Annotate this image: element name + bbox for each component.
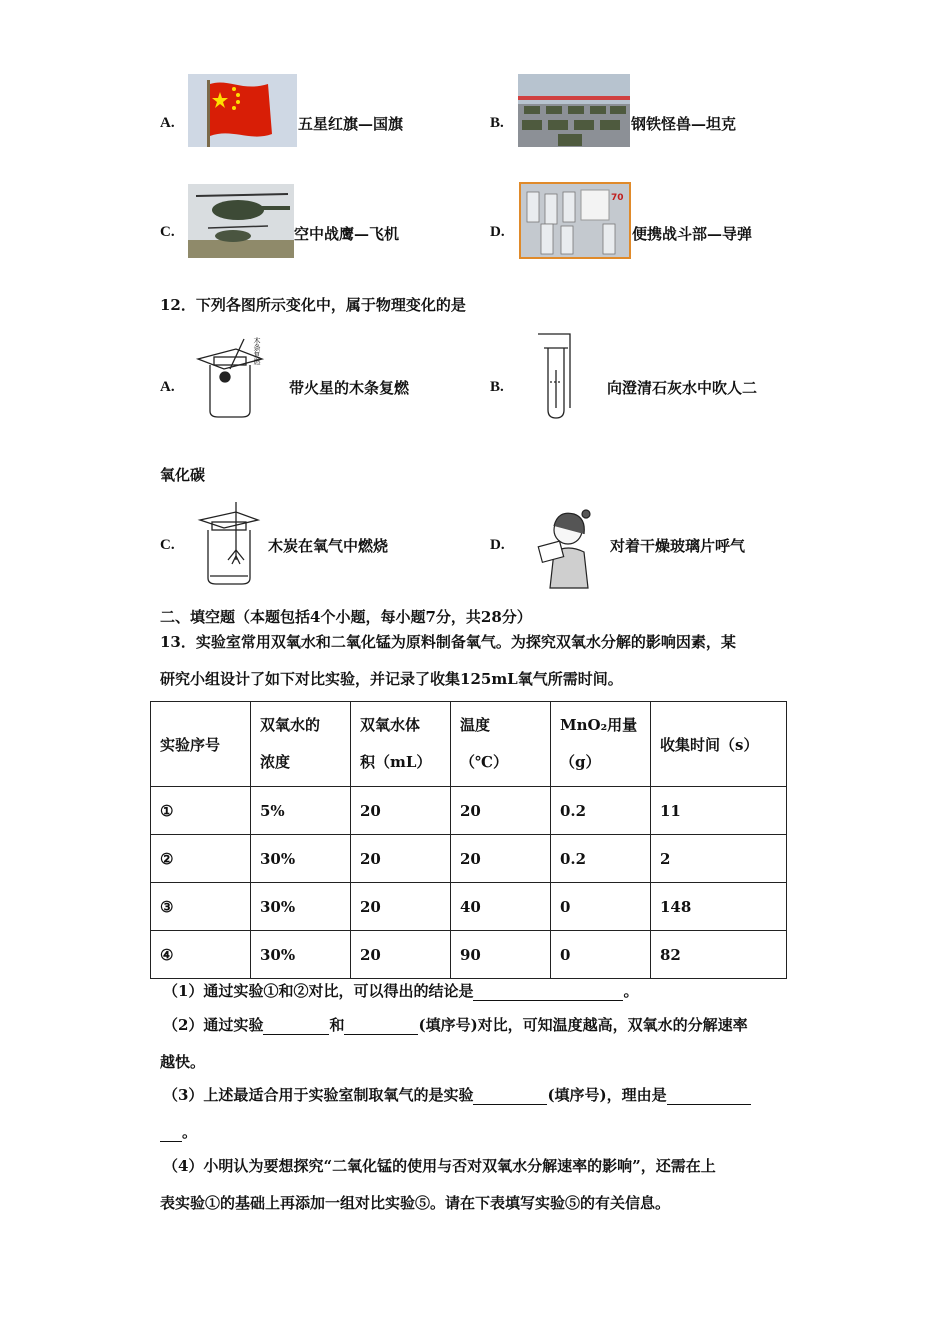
table-cell: ②: [151, 835, 251, 883]
sub-question-4-line2: 表实验①的基础上再添加一组对比实验⑤。请在下表填写实验⑤的有关信息。: [160, 1194, 671, 1212]
table-cell: 0: [551, 931, 651, 979]
option-text-b: 钢铁怪兽—坦克: [631, 115, 737, 133]
helicopter-photo: [188, 184, 294, 258]
flag-photo: [188, 74, 297, 147]
table-cell: 30%: [251, 883, 351, 931]
option-letter-a: A.: [160, 115, 175, 131]
table-cell: 20: [351, 835, 451, 883]
sub-question-4-line1: （4）小明认为要想探究“二氧化锰的使用与否对双氧水分解速率的影响”，还需在上: [163, 1157, 716, 1175]
answer-blank[interactable]: [473, 984, 623, 1001]
sub-question-2: （2）通过实验 和 (填序号)对比，可知温度越高，双氧水的分解速率: [163, 1016, 748, 1034]
tank-parade-photo: [518, 74, 630, 147]
table-cell: 30%: [251, 931, 351, 979]
option-letter-12d: D.: [490, 537, 505, 553]
table-cell: 40: [451, 883, 551, 931]
missile-parade-photo: [519, 182, 631, 259]
option-text-12b-continued: 氧化碳: [160, 466, 206, 484]
table-row: [151, 931, 787, 979]
table-cell: ③: [151, 883, 251, 931]
table-cell: 82: [651, 931, 787, 979]
option-letter-12b: B.: [490, 379, 504, 395]
table-cell: 30%: [251, 835, 351, 883]
option-letter-b: B.: [490, 115, 504, 131]
table-cell: 0: [551, 883, 651, 931]
header-cell: 温度 （℃）: [451, 702, 551, 787]
table-cell: 20: [351, 883, 451, 931]
table-row: [151, 835, 787, 883]
option-text-12a: 带火星的木条复燃: [289, 379, 410, 397]
option-letter-c: C.: [160, 224, 175, 240]
table-row: [151, 787, 787, 835]
sub-question-3: （3）上述最适合用于实验室制取氧气的是实验 (填序号)，理由是: [163, 1085, 751, 1105]
table-cell: 20: [351, 787, 451, 835]
girl-breathing-on-glass: [528, 504, 600, 590]
option-letter-d: D.: [490, 224, 505, 240]
table-header-row: [151, 702, 787, 787]
test-tube-diagram: [534, 330, 584, 422]
table-cell: 90: [451, 931, 551, 979]
stick-label: 木条复燃: [253, 337, 261, 365]
header-cell: 双氧水的 浓度: [251, 702, 351, 787]
answer-blank[interactable]: [344, 1018, 418, 1035]
option-text-d: 便携战斗部—导弹: [632, 225, 753, 243]
svg-text:70: 70: [611, 193, 624, 203]
table-cell: 20: [351, 931, 451, 979]
answer-blank[interactable]: [160, 1125, 182, 1142]
table-cell: ①: [151, 787, 251, 835]
question-12-stem: 12．下列各图所示变化中，属于物理变化的是: [160, 296, 466, 314]
option-text-12b: 向澄清石灰水中吹人二: [607, 379, 758, 397]
table-cell: 0.2: [551, 787, 651, 835]
sub-question-1: （1）通过实验①和②对比，可以得出的结论是 。: [163, 982, 639, 1000]
table-cell: 2: [651, 835, 787, 883]
answer-blank[interactable]: [667, 1088, 751, 1105]
answer-blank[interactable]: [473, 1088, 547, 1105]
table-cell: 11: [651, 787, 787, 835]
header-cell: 实验序号: [151, 702, 251, 787]
question-13-stem-line1: 13．实验室常用双氧水和二氧化锰为原料制备氧气。为探究双氧水分解的影响因素，某: [160, 633, 736, 651]
table-cell: ④: [151, 931, 251, 979]
option-text-c: 空中战鹰—飞机: [294, 225, 400, 243]
section-heading: 二、填空题（本题包括4个小题，每小题7分，共28分）: [160, 608, 532, 626]
sub-question-3-continued: 。: [160, 1122, 197, 1142]
answer-blank[interactable]: [263, 1018, 329, 1035]
table-cell: 5%: [251, 787, 351, 835]
header-cell: 收集时间（s）: [651, 702, 787, 787]
table-cell: 148: [651, 883, 787, 931]
question-13-stem-line2: 研究小组设计了如下对比实验，并记录了收集125mL氧气所需时间。: [160, 670, 623, 688]
option-text-a: 五星红旗—国旗: [298, 115, 404, 133]
burning-charcoal-jar-diagram: [196, 500, 266, 588]
header-cell: 双氧水体 积（mL）: [351, 702, 451, 787]
sub-question-2-continued: 越快。: [160, 1053, 206, 1071]
table-cell: 0.2: [551, 835, 651, 883]
experiment-table: [150, 701, 787, 979]
table-row: [151, 883, 787, 931]
jar-with-stick-diagram: [192, 335, 267, 420]
table-cell: 20: [451, 787, 551, 835]
table-cell: 20: [451, 835, 551, 883]
option-letter-12c: C.: [160, 537, 175, 553]
option-text-12d: 对着干燥玻璃片呼气: [610, 537, 746, 555]
option-text-12c: 木炭在氧气中燃烧: [268, 537, 389, 555]
option-letter-12a: A.: [160, 379, 175, 395]
header-cell: MnO₂用量 （g）: [551, 702, 651, 787]
